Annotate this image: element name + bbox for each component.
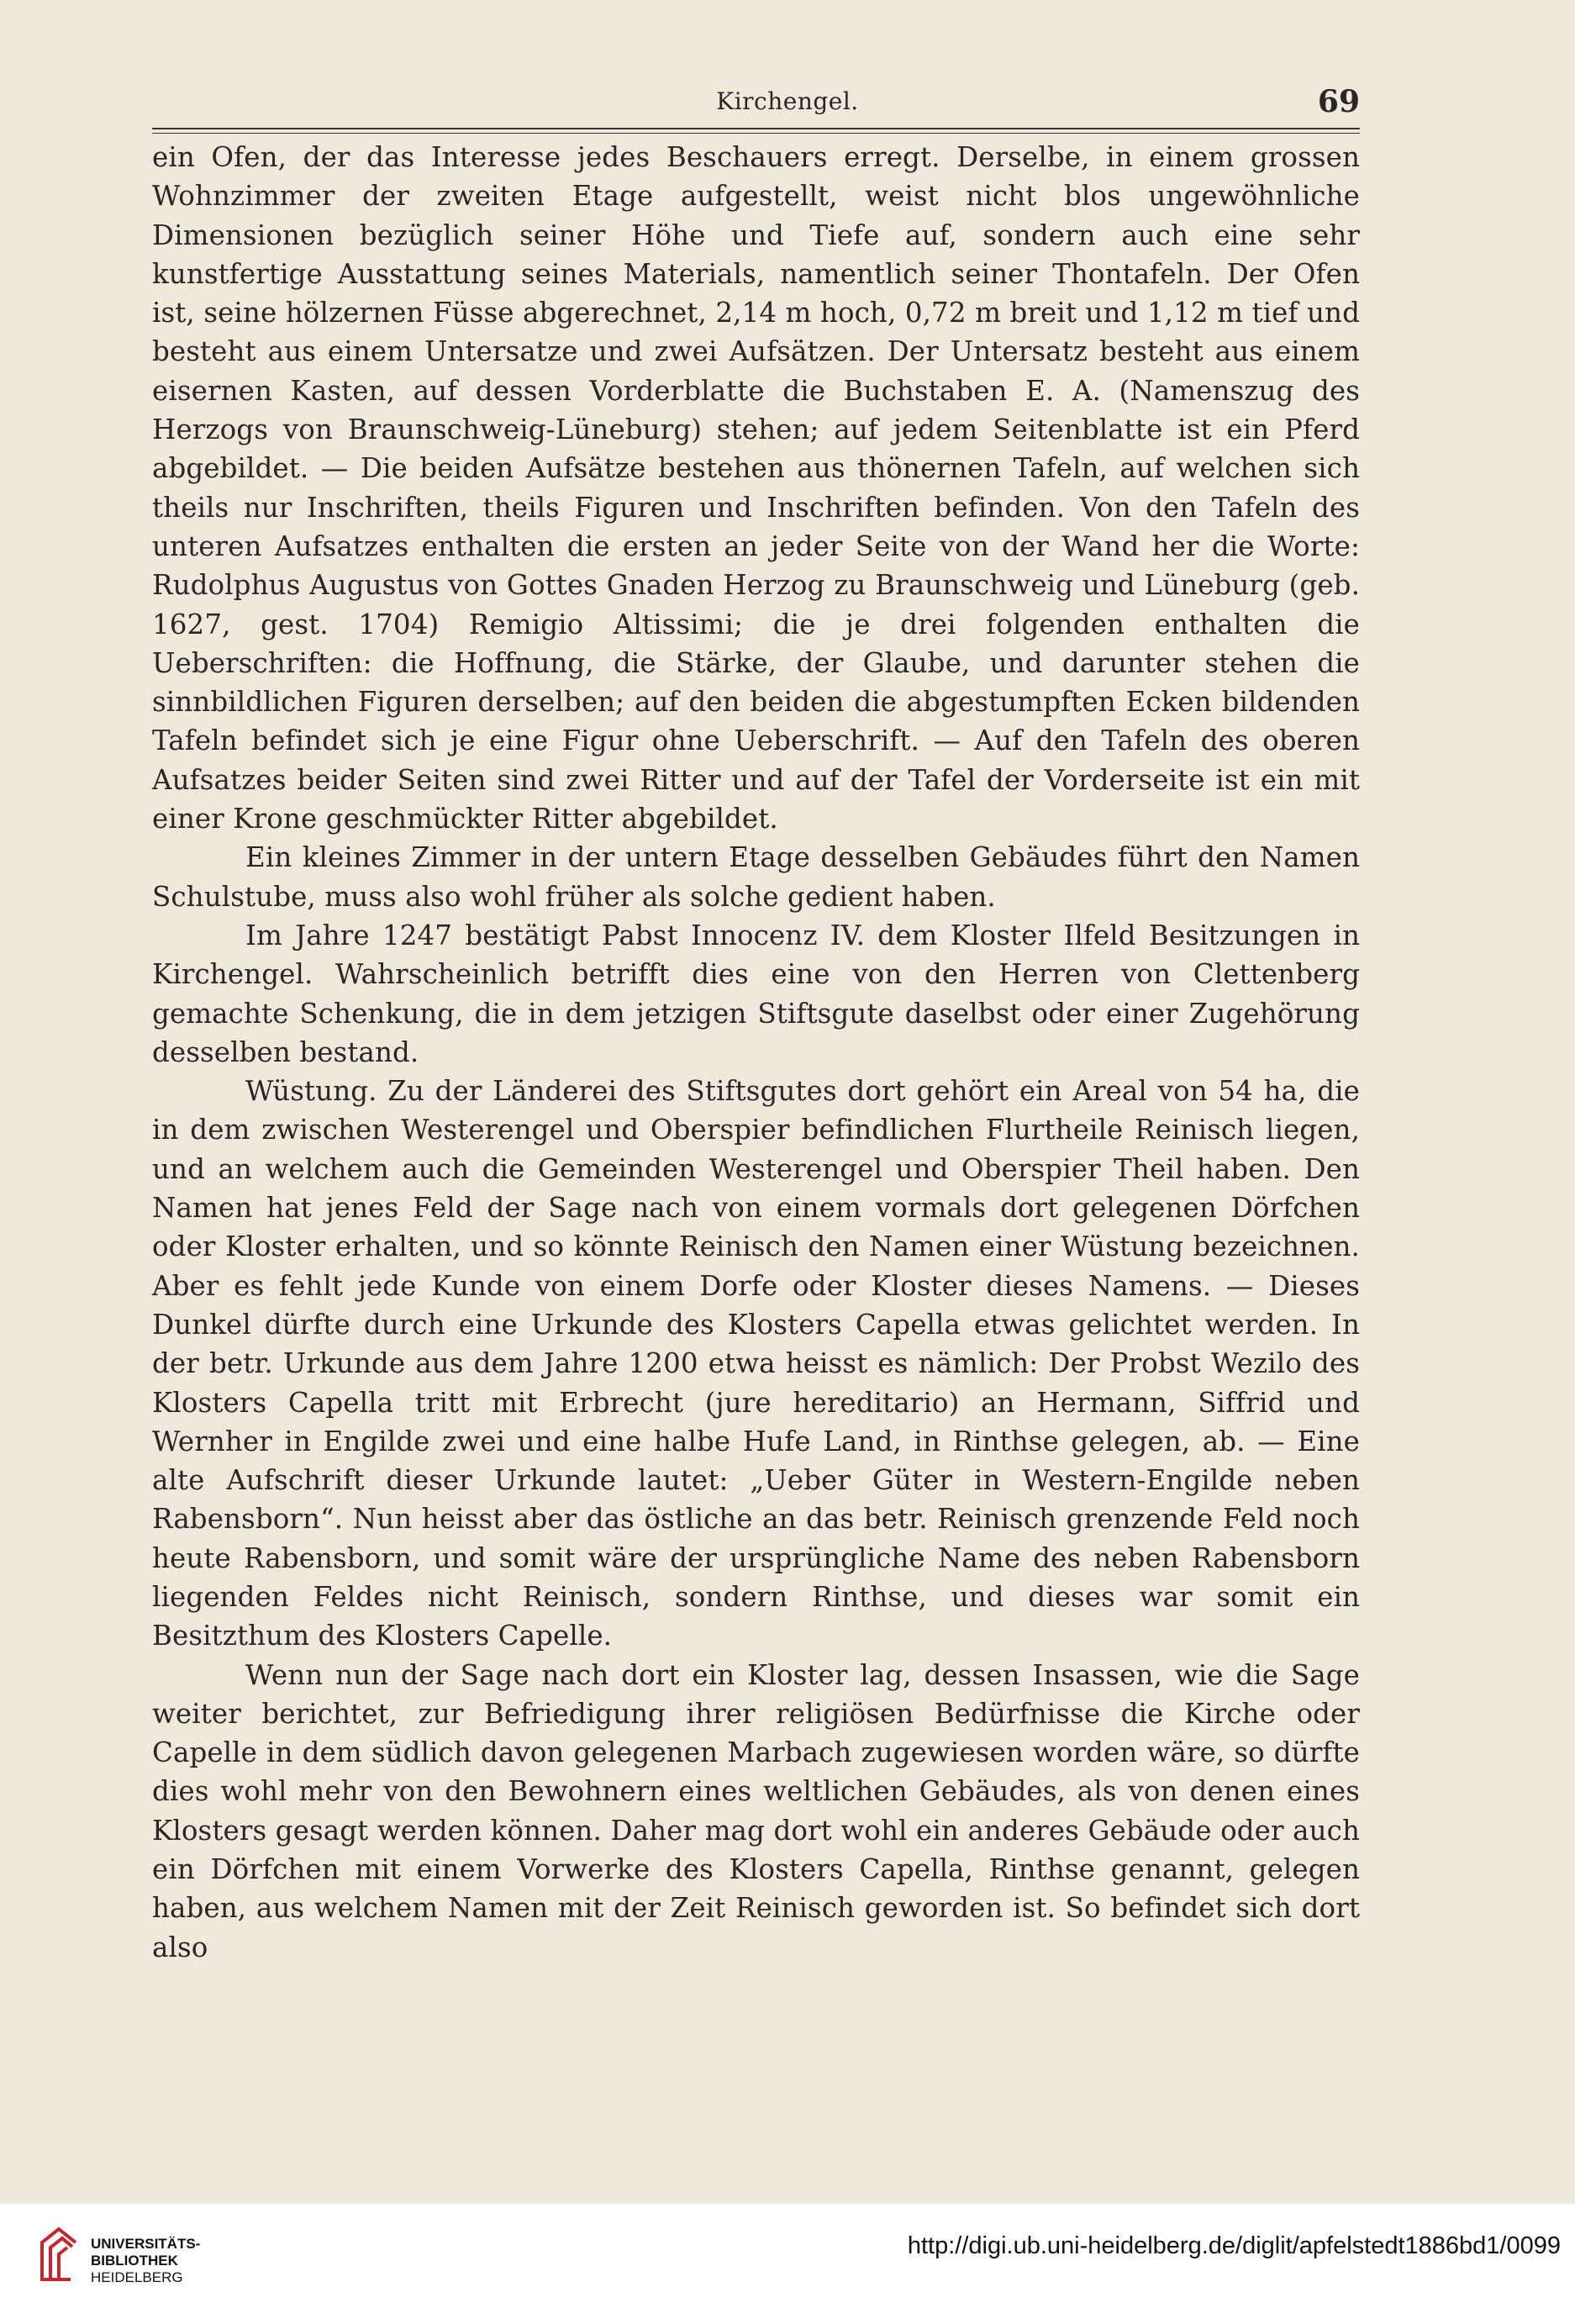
paragraph-3: Im Jahre 1247 bestätigt Pabst Innocenz IV. dem Kloster Ilfeld Besitzungen in Kirchengel. Wahrscheinlich betrifft dies eine von den Herren von Clettenberg gemachte Schenkung, die in dem jetzigen Stiftsgute daselbst oder einer Zugehörung desselben bestand. bbox=[152, 919, 1360, 1068]
header-rule-thin bbox=[152, 133, 1360, 134]
paragraph-4: Wüstung. Zu der Länderei des Stiftsgutes dort gehört ein Areal von 54 ha, die in dem zwischen Westerengel und Oberspier befindlichen Flurtheile Reinisch liegen, und an welchem auch die Gemeinden Westerengel und Oberspier Theil haben. Den Namen hat jenes Feld der Sage nach von einem vormals dort gelegenen Dörfchen oder Kloster erhalten, und so könnte Reinisch den Namen einer Wüstung bezeichnen. Aber es fehlt jede Kunde von einem Dorfe oder Kloster dieses Namens. — Dieses Dunkel dürfte durch eine Urkunde des Klosters Capella etwas gelichtet werden. In der betr. Urkunde aus dem Jahre 1200 etwa heisst es nämlich: Der Probst Wezilo des Klosters Capella tritt mit Erbrecht (jure hereditario) an Hermann, Siffrid und Wernher in Engilde zwei und eine halbe Hufe Land, in Rinthse gelegen, ab. — Eine alte Aufschrift dieser Urkunde lautet: „Ueber Güter in Western-Engilde neben Rabensborn“. Nun heisst aber das östliche an das betr. Reinisch grenzende Feld noch heute Rabensborn, und somit wäre der ursprüngliche Name des neben Rabensborn liegenden Feldes nicht Reinisch, sondern Rinthse, und dieses war somit ein Besitzthum des Klosters Capelle. bbox=[152, 1075, 1360, 1652]
page-number: 69 bbox=[1317, 84, 1360, 119]
library-name-line2: BIBLIOTHEK bbox=[91, 2253, 178, 2269]
header-rule bbox=[152, 128, 1360, 129]
library-name-line3: HEIDELBERG bbox=[91, 2269, 183, 2285]
library-logo-icon bbox=[37, 2224, 81, 2284]
paragraph-5: Wenn nun der Sage nach dort ein Kloster lag, dessen Insassen, wie die Sage weiter berichtet, zur Befriedigung ihrer religiösen Bedürfnisse die Kirche oder Capelle in dem südlich davon gelegenen Marbach zugewiesen worden wäre, so dürfte dies wohl mehr von den Bewohnern eines weltlichen Gebäudes, als von denen eines Klosters gesagt werden können. Daher mag dort wohl ein anderes Gebäude oder auch ein Dörfchen mit einem Vorwerke des Klosters Capella, Rinthse genannt, gelegen haben, aus welchem Namen mit der Zeit Reinisch geworden ist. So befindet sich dort also bbox=[152, 1658, 1360, 1963]
source-url-link[interactable]: http://digi.ub.uni-heidelberg.de/diglit/apfelstedt1886bd1/0099 bbox=[907, 2232, 1561, 2259]
paragraph-2: Ein kleines Zimmer in der untern Etage desselben Gebäudes führt den Namen Schulstube, muss also wohl früher als solche gedient haben. bbox=[152, 841, 1360, 913]
paragraph-1: ein Ofen, der das Interesse jedes Beschauers erregt. Derselbe, in einem grossen Wohnzimmer der zweiten Etage aufgestellt, weist nicht blos ungewöhnliche Dimensionen bezüglich seiner Höhe und Tiefe auf, sondern auch eine sehr kunstfertige Ausstattung seines Materials, namentlich seiner Thontafeln. Der Ofen ist, seine hölzernen Füsse abgerechnet, 2,14 m hoch, 0,72 m breit und 1,12 m tief und besteht aus einem Untersatze und zwei Aufsätzen. Der Untersatz besteht aus einem eisernen Kasten, auf dessen Vorderblatte die Buchstaben E. A. (Namenszug des Herzogs von Braunschweig-Lüneburg) stehen; auf jedem Seitenblatte ist ein Pferd abgebildet. — Die beiden Aufsätze bestehen aus thönernen Tafeln, auf welchen sich theils nur Inschriften, theils Figuren und Inschriften befinden. Von den Tafeln des unteren Aufsatzes enthalten die ersten an jeder Seite von der Wand her die Worte: Rudolphus Augustus von Gottes Gnaden Herzog zu Braunschweig und Lüneburg (geb. 1627, gest. 1704) Remigio Altissimi; die je drei folgenden enthalten die Ueberschriften: die Hoffnung, die Stärke, der Glaube, und darunter stehen die sinnbildlichen Figuren derselben; auf den beiden die abgestumpften Ecken bildenden Tafeln befindet sich je eine Figur ohne Ueberschrift. — Auf den Tafeln des oberen Aufsatzes beider Seiten sind zwei Ritter und auf der Tafel der Vorderseite ist ein mit einer Krone geschmückter Ritter abgebildet. bbox=[152, 141, 1360, 835]
body-text bbox=[152, 138, 1360, 1967]
running-head-title: Kirchengel. bbox=[716, 87, 859, 115]
library-name-line1: UNIVERSITÄTS- bbox=[91, 2236, 201, 2252]
library-name bbox=[91, 2236, 200, 2286]
footer-bar bbox=[0, 2204, 1575, 2324]
